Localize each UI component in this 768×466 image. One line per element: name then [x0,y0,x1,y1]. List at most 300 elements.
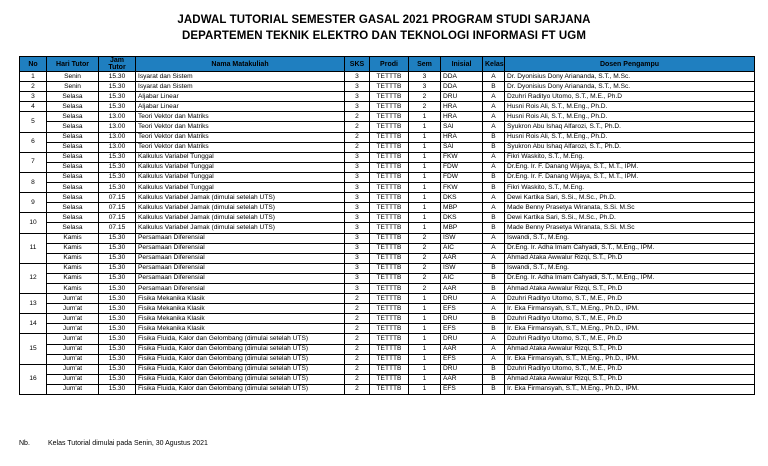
table-row [20,344,755,354]
table-cell: TETTTB [370,102,409,112]
table-cell: 1 [409,294,441,304]
table-cell: A [483,122,505,132]
table-cell: 1 [409,354,441,364]
table-cell: 15.30 [99,344,136,354]
table-cell: EFS [441,384,483,394]
column-header: Nama Matakuliah [136,57,345,72]
table-row [20,374,755,384]
column-header: SKS [345,57,370,72]
table-cell: Fisika Mekanika Klasik [136,314,345,324]
table-cell: Kamis [47,273,99,283]
table-cell: Selasa [47,122,99,132]
table-cell: 2 [345,324,370,334]
table-row [20,223,755,233]
table-cell: Fikri Waskito, S.T., M.Eng. [505,152,755,162]
table-cell: DRU [441,364,483,374]
table-cell: TETTTB [370,294,409,304]
table-cell: 1 [409,334,441,344]
table-cell: Kalkulus Variabel Jamak (dimulai setelah UTS) [136,203,345,213]
table-cell: Syukron Abu Ishaq Alfarozi, S.T., Ph.D. [505,142,755,152]
table-cell: ISW [441,263,483,273]
table-row [20,193,755,203]
table-row [20,92,755,102]
column-header: Inisial [441,57,483,72]
table-cell: TETTTB [370,344,409,354]
table-cell: DRU [441,314,483,324]
table-cell: TETTTB [370,374,409,384]
table-cell: TETTTB [370,203,409,213]
table-cell: Isyarat dan Sistem [136,82,345,92]
cell-no: 5 [20,112,47,132]
table-cell: Jum'at [47,344,99,354]
table-cell: DKS [441,193,483,203]
table-cell: B [483,273,505,283]
table-cell: A [483,253,505,263]
schedule-table [19,56,755,395]
table-cell: Kamis [47,233,99,243]
table-cell: 1 [409,314,441,324]
table-cell: TETTTB [370,283,409,293]
table-cell: Dzuhri Radityo Utomo, S.T., M.E., Ph.D [505,314,755,324]
table-cell: 2 [345,364,370,374]
table-cell: 1 [409,213,441,223]
table-cell: TETTTB [370,193,409,203]
table-cell: 2 [345,132,370,142]
table-cell: 3 [409,72,441,82]
table-cell: Dr.Eng. Ir. F. Danang Wijaya, S.T., M.T., IPM. [505,172,755,182]
column-header: Sem [409,57,441,72]
table-row [20,233,755,243]
table-cell: 2 [345,122,370,132]
table-cell: MBP [441,223,483,233]
footnote [19,440,208,447]
table-cell: Fisika Fluida, Kalor dan Gelombang (dimulai setelah UTS) [136,384,345,394]
table-cell: TETTTB [370,354,409,364]
table-cell: A [483,152,505,162]
table-cell: TETTTB [370,132,409,142]
table-cell: 15.30 [99,354,136,364]
table-row [20,354,755,364]
document-title: JADWAL TUTORIAL SEMESTER GASAL 2021 PROGRAM STUDI SARJANA [177,14,591,26]
table-cell: B [483,324,505,334]
table-cell: 13.00 [99,112,136,122]
table-cell: Jum'at [47,334,99,344]
table-cell: 2 [345,294,370,304]
table-cell: Dzuhri Radityo Utomo, S.T., M.E., Ph.D [505,294,755,304]
table-cell: Jum'at [47,314,99,324]
table-cell: A [483,344,505,354]
table-cell: Selasa [47,92,99,102]
table-cell: Selasa [47,102,99,112]
table-cell: TETTTB [370,162,409,172]
table-cell: Dewi Kartika Sari, S.Si., M.Sc., Ph.D. [505,213,755,223]
table-cell: Dzuhri Radityo Utomo, S.T., M.E., Ph.D [505,334,755,344]
table-cell: 1 [409,172,441,182]
table-cell: Teori Vektor dan Matriks [136,112,345,122]
table-row [20,112,755,122]
table-cell: TETTTB [370,152,409,162]
table-cell: TETTTB [370,314,409,324]
column-header: No [20,57,47,72]
table-cell: B [483,364,505,374]
table-cell: 3 [345,152,370,162]
table-cell: TETTTB [370,324,409,334]
table-cell: TETTTB [370,172,409,182]
table-cell: MBP [441,203,483,213]
table-row [20,334,755,344]
table-cell: Selasa [47,142,99,152]
table-row [20,364,755,374]
table-row [20,384,755,394]
table-cell: 3 [345,283,370,293]
table-cell: Fisika Mekanika Klasik [136,304,345,314]
table-cell: HRA [441,132,483,142]
table-cell: 2 [409,92,441,102]
table-cell: TETTTB [370,273,409,283]
table-cell: 1 [409,324,441,334]
table-cell: 07.15 [99,203,136,213]
table-cell: Selasa [47,183,99,193]
table-cell: Dr. Dyonisius Dony Ariananda, S.T., M.Sc. [505,72,755,82]
table-cell: Jum'at [47,294,99,304]
table-cell: 1 [409,304,441,314]
table-cell: B [483,183,505,193]
cell-no: 11 [20,233,47,263]
table-cell: 2 [409,253,441,263]
table-cell: Selasa [47,162,99,172]
table-cell: 15.30 [99,304,136,314]
table-cell: 2 [345,384,370,394]
column-header: Jam Tutor [99,57,136,72]
table-cell: FDW [441,162,483,172]
table-cell: 1 [409,344,441,354]
table-cell: 2 [409,102,441,112]
table-cell: TETTTB [370,82,409,92]
table-cell: Fisika Fluida, Kalor dan Gelombang (dimulai setelah UTS) [136,364,345,374]
table-cell: ISW [441,233,483,243]
table-cell: 3 [345,162,370,172]
table-cell: 15.30 [99,384,136,394]
table-row [20,203,755,213]
column-header: Kelas [483,57,505,72]
table-cell: Dzuhri Radityo Utomo, S.T., M.E., Ph.D [505,364,755,374]
table-cell: B [483,263,505,273]
table-cell: AIC [441,273,483,283]
table-row [20,314,755,324]
table-cell: Selasa [47,223,99,233]
table-cell: Husni Rois Ali, S.T., M.Eng., Ph.D. [505,102,755,112]
table-cell: AAR [441,283,483,293]
table-cell: Ahmad Ataka Awwalur Rizqi, S.T., Ph.D [505,253,755,263]
table-cell: Aljabar Linear [136,102,345,112]
table-cell: A [483,233,505,243]
table-cell: 07.15 [99,223,136,233]
table-cell: TETTTB [370,112,409,122]
table-cell: 1 [409,384,441,394]
table-cell: Kamis [47,263,99,273]
table-cell: AAR [441,374,483,384]
table-cell: B [483,384,505,394]
table-cell: Kamis [47,283,99,293]
table-cell: B [483,82,505,92]
table-cell: 3 [345,213,370,223]
table-cell: 07.15 [99,213,136,223]
table-cell: 1 [409,203,441,213]
table-cell: 3 [345,82,370,92]
table-cell: 1 [409,132,441,142]
table-cell: Senin [47,72,99,82]
table-cell: HRA [441,112,483,122]
cell-no: 16 [20,364,47,394]
table-cell: Kalkulus Variabel Tunggal [136,183,345,193]
table-cell: SAI [441,142,483,152]
table-cell: Selasa [47,213,99,223]
table-row [20,263,755,273]
table-row [20,122,755,132]
table-cell: 15.30 [99,283,136,293]
table-cell: TETTTB [370,122,409,132]
table-cell: 2 [345,334,370,344]
table-cell: 1 [409,193,441,203]
cell-no: 2 [20,82,47,92]
table-cell: Dr.Eng. Ir. Adha Imam Cahyadi, S.T., M.Eng., IPM. [505,243,755,253]
table-cell: B [483,283,505,293]
column-header: Prodi [370,57,409,72]
table-cell: 3 [345,193,370,203]
table-cell: 15.30 [99,324,136,334]
table-header-row [20,57,755,72]
table-cell: TETTTB [370,233,409,243]
table-row [20,243,755,253]
table-cell: 1 [409,112,441,122]
table-cell: 3 [345,92,370,102]
footnote-label: Nb. [19,440,30,447]
table-cell: Selasa [47,203,99,213]
cell-no: 15 [20,334,47,364]
table-cell: Aljabar Linear [136,92,345,102]
table-cell: SAI [441,122,483,132]
table-cell: A [483,162,505,172]
table-cell: 2 [345,304,370,314]
table-cell: B [483,132,505,142]
table-cell: TETTTB [370,253,409,263]
table-cell: Dr.Eng. Ir. Adha Imam Cahyadi, S.T., M.Eng., IPM. [505,273,755,283]
table-cell: Selasa [47,152,99,162]
table-cell: DRU [441,92,483,102]
table-cell: Teori Vektor dan Matriks [136,122,345,132]
table-row [20,132,755,142]
table-row [20,72,755,82]
table-cell: Teori Vektor dan Matriks [136,142,345,152]
table-cell: Fikri Waskito, S.T., M.Eng. [505,183,755,193]
table-cell: 2 [345,354,370,364]
table-cell: A [483,294,505,304]
table-row [20,172,755,182]
table-cell: 07.15 [99,193,136,203]
table-cell: 15.30 [99,294,136,304]
table-cell: Kalkulus Variabel Jamak (dimulai setelah UTS) [136,193,345,203]
table-cell: AAR [441,344,483,354]
table-cell: Selasa [47,112,99,122]
table-cell: 3 [345,172,370,182]
table-cell: A [483,92,505,102]
cell-no: 3 [20,92,47,102]
table-cell: 3 [345,203,370,213]
table-cell: 3 [345,223,370,233]
table-cell: Made Benny Prasetya Wiranata, S.Si. M.Sc [505,223,755,233]
table-cell: Selasa [47,172,99,182]
table-cell: 15.30 [99,253,136,263]
table-cell: DDA [441,82,483,92]
table-cell: 3 [345,233,370,243]
table-cell: 1 [409,374,441,384]
table-cell: B [483,223,505,233]
table-cell: 13.00 [99,132,136,142]
table-cell: Kalkulus Variabel Tunggal [136,162,345,172]
table-cell: Selasa [47,132,99,142]
table-cell: 3 [345,273,370,283]
table-row [20,152,755,162]
table-cell: Dr.Eng. Ir. F. Danang Wijaya, S.T., M.T., IPM. [505,162,755,172]
table-cell: B [483,172,505,182]
table-cell: 3 [345,183,370,193]
table-cell: EFS [441,304,483,314]
table-cell: 2 [409,273,441,283]
table-cell: Jum'at [47,354,99,364]
table-cell: Dewi Kartika Sari, S.Si., M.Sc., Ph.D. [505,193,755,203]
table-cell: DRU [441,334,483,344]
cell-no: 13 [20,294,47,314]
cell-no: 7 [20,152,47,172]
table-cell: Persamaan Diferensial [136,233,345,243]
table-cell: 3 [345,72,370,82]
table-cell: 15.30 [99,314,136,324]
table-cell: 2 [409,263,441,273]
table-cell: TETTTB [370,243,409,253]
table-cell: TETTTB [370,142,409,152]
table-cell: AIC [441,243,483,253]
table-cell: 2 [409,283,441,293]
table-cell: 15.30 [99,152,136,162]
table-cell: Jum'at [47,364,99,374]
table-cell: Ir. Eka Firmansyah, S.T., M.Eng., Ph.D., IPM. [505,354,755,364]
table-cell: Fisika Mekanika Klasik [136,324,345,334]
table-cell: 15.30 [99,263,136,273]
table-cell: B [483,142,505,152]
table-cell: A [483,334,505,344]
table-cell: 3 [345,263,370,273]
table-cell: Kamis [47,243,99,253]
table-cell: 2 [345,112,370,122]
table-cell: A [483,354,505,364]
table-row [20,82,755,92]
table-cell: 2 [409,243,441,253]
table-row [20,253,755,263]
table-cell: Fisika Fluida, Kalor dan Gelombang (dimulai setelah UTS) [136,344,345,354]
table-cell: 15.30 [99,233,136,243]
table-cell: Jum'at [47,304,99,314]
table-cell: A [483,72,505,82]
table-cell: Isyarat dan Sistem [136,72,345,82]
table-cell: TETTTB [370,334,409,344]
table-row [20,304,755,314]
table-cell: Selasa [47,193,99,203]
table-cell: TETTTB [370,263,409,273]
table-cell: DRU [441,294,483,304]
table-cell: Husni Rois Ali, S.T., M.Eng., Ph.D. [505,112,755,122]
table-cell: 1 [409,183,441,193]
table-cell: 15.30 [99,162,136,172]
table-cell: 2 [409,233,441,243]
table-cell: TETTTB [370,213,409,223]
table-cell: 2 [345,374,370,384]
table-cell: FKW [441,152,483,162]
table-cell: 1 [409,122,441,132]
table-cell: FDW [441,172,483,182]
table-cell: A [483,243,505,253]
document-subtitle: DEPARTEMEN TEKNIK ELEKTRO DAN TEKNOLOGI INFORMASI FT UGM [181,30,587,42]
table-cell: B [483,374,505,384]
table-cell: 2 [345,314,370,324]
table-cell: 2 [345,142,370,152]
table-row [20,294,755,304]
table-cell: Dr. Dyonisius Dony Ariananda, S.T., M.Sc. [505,82,755,92]
table-cell: 3 [345,253,370,263]
table-cell: 1 [409,223,441,233]
table-cell: Jum'at [47,374,99,384]
cell-no: 6 [20,132,47,152]
table-cell: Syukron Abu Ishaq Alfarozi, S.T., Ph.D. [505,122,755,132]
table-cell: HRA [441,102,483,112]
table-cell: 15.30 [99,273,136,283]
table-cell: TETTTB [370,92,409,102]
table-cell: Fisika Fluida, Kalor dan Gelombang (dimulai setelah UTS) [136,334,345,344]
table-cell: 1 [409,162,441,172]
cell-no: 4 [20,102,47,112]
table-cell: Kalkulus Variabel Tunggal [136,152,345,162]
table-cell: Persamaan Diferensial [136,273,345,283]
cell-no: 12 [20,263,47,293]
cell-no: 1 [20,72,47,82]
table-cell: TETTTB [370,384,409,394]
table-cell: Ir. Eka Firmansyah, S.T., M.Eng., Ph.D., IPM. [505,384,755,394]
table-cell: Fisika Fluida, Kalor dan Gelombang (dimulai setelah UTS) [136,374,345,384]
table-cell: Ir. Eka Firmansyah, S.T., M.Eng., Ph.D., IPM. [505,304,755,314]
table-cell: 15.30 [99,72,136,82]
table-body [20,72,755,395]
table-cell: 15.30 [99,172,136,182]
table-cell: TETTTB [370,304,409,314]
table-cell: 13.00 [99,142,136,152]
table-cell: Persamaan Diferensial [136,283,345,293]
table-cell: 15.30 [99,82,136,92]
table-cell: Fisika Fluida, Kalor dan Gelombang (dimulai setelah UTS) [136,354,345,364]
table-cell: Kalkulus Variabel Jamak (dimulai setelah UTS) [136,223,345,233]
column-header: Dosen Pengampu [505,57,755,72]
cell-no: 10 [20,213,47,233]
table-cell: Jum'at [47,384,99,394]
table-cell: 3 [345,102,370,112]
table-cell: 3 [409,82,441,92]
table-row [20,183,755,193]
table-cell: 15.30 [99,374,136,384]
table-cell: A [483,193,505,203]
table-row [20,324,755,334]
table-cell: Senin [47,82,99,92]
cell-no: 14 [20,314,47,334]
table-cell: Made Benny Prasetya Wiranata, S.Si. M.Sc [505,203,755,213]
table-cell: Jum'at [47,324,99,334]
